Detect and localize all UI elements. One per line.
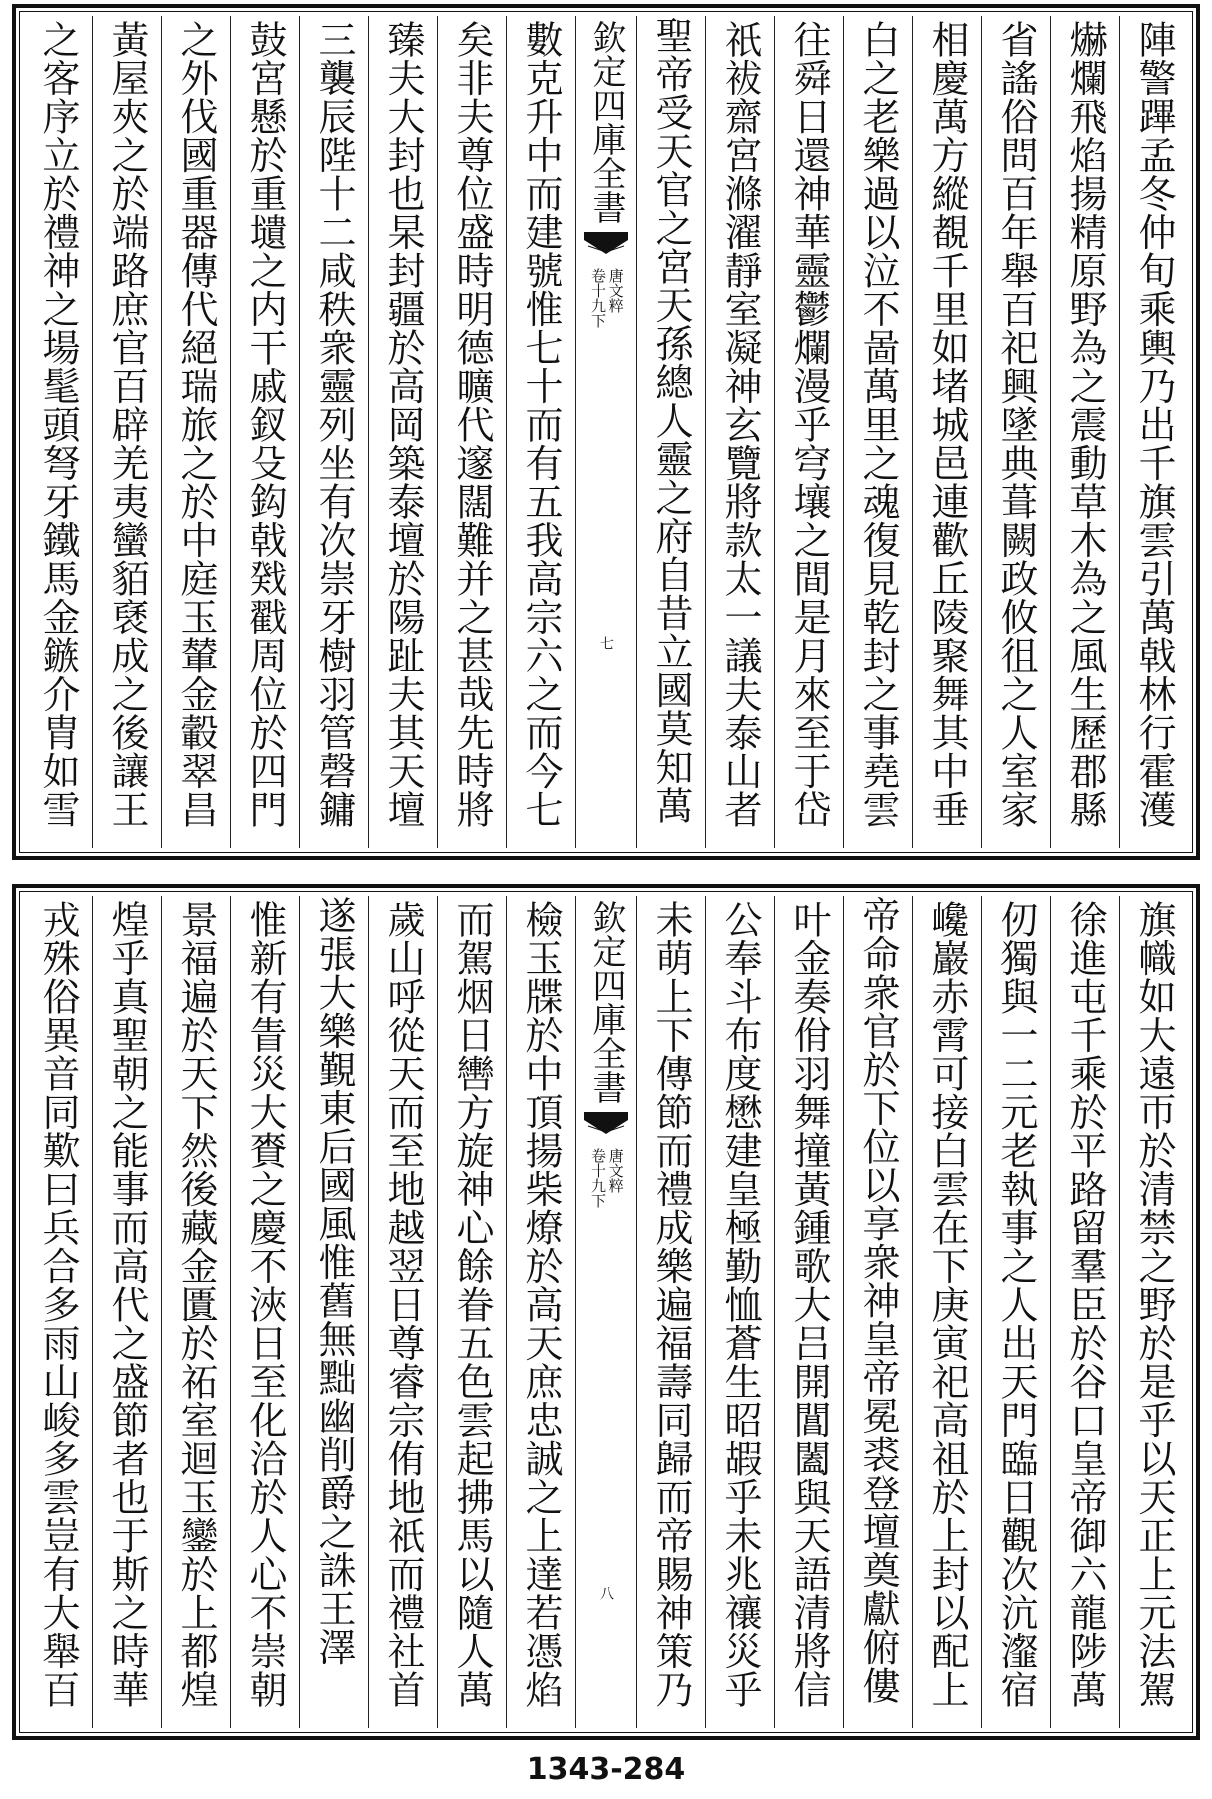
text-column: 仞獨與一二元老執事之人出天門臨日觀次沆瀣宿 <box>981 896 1050 1728</box>
text-column: 相慶萬方縱覩千里如堵城邑連歡丘陵聚舞其中垂 <box>912 16 981 848</box>
text-column: 煌乎真聖朝之能事而高代之盛節者也于斯之時華 <box>92 896 161 1728</box>
fold-page-number: 七 <box>598 636 614 650</box>
text-column: 三襲辰陛十二咸秩衆靈列坐有次崇牙樹羽管磬鏞 <box>299 16 368 848</box>
text-column: 往舜日還神華靈鬱爛漫乎穹壤之間是月來至于岱 <box>774 16 843 848</box>
text-column: 之外伐國重器傳代絕瑞旅之於中庭玉輦金轂翠昌 <box>161 16 230 848</box>
text-column: 景福遍於天下然後藏金匱於祏室迴玉鑾於上都煌 <box>161 896 230 1728</box>
fold-column <box>575 896 636 1728</box>
text-column: 聖帝受天官之宮天孫總人靈之府自昔立國莫知萬 <box>636 16 705 848</box>
fold-column <box>575 16 636 848</box>
text-column: 鼓宮懸於重壝之内干戚釵殳鈎戟戣戳周位於四門 <box>230 16 299 848</box>
fold-title: 欽定四庫全書 <box>586 20 626 224</box>
text-column: 徐進屯千乘於平路留羣臣於谷口皇帝御六龍陟萬 <box>1050 896 1119 1728</box>
text-column: 祇袚齋宮滌濯靜室凝神玄覽將款太一議夫泰山者 <box>705 16 774 848</box>
text-column: 公奉斗布度懋建皇極勤恤蒼生昭嘏乎未兆禳災乎 <box>705 896 774 1728</box>
text-column: 省謠俗問百年舉百祀興墜典葺闕政攸徂之人室家 <box>981 16 1050 848</box>
text-column: 爀爛飛焰揚精原野為之震動草木為之風生歷郡縣 <box>1050 16 1119 848</box>
text-column: 巉巖赤霄可接白雲在下庚寅祀高祖於上封以配上 <box>912 896 981 1728</box>
fold-collection-title: 唐文粹 <box>606 1148 625 1193</box>
fish-tail-ornament-icon <box>584 232 628 254</box>
text-column: 矣非夫尊位盛時明德曠代邃闊難并之甚哉先時將 <box>437 16 506 848</box>
fold-collection-title: 唐文粹 <box>606 268 625 313</box>
page-bottom <box>12 884 1200 1740</box>
text-column: 而駕烟日轡方旋神心餘眷五色雲起拂馬以隨人萬 <box>437 896 506 1728</box>
text-column: 歲山呼從天而至地越翌日尊睿宗侑地祇而禮社首 <box>368 896 437 1728</box>
text-column: 遂張大樂覲東后國風惟舊無黜幽削爵之誅王澤 <box>299 896 368 1728</box>
text-column: 黃屋夾之於端路庶官百辟羌夷蠻貊褎成之後讓王 <box>92 16 161 848</box>
fold-subtitle <box>589 268 623 328</box>
text-column: 帝命衆官於下位以享衆神皇帝冕裘登壇奠獻俯僂 <box>843 896 912 1728</box>
page-top-columns <box>24 16 1188 848</box>
fold-volume: 卷十九下 <box>589 1148 607 1208</box>
text-column: 旗幟如大遠帀於清禁之野於是乎以天正上元法駕 <box>1119 896 1188 1728</box>
fold-title: 欽定四庫全書 <box>586 900 626 1104</box>
fold-volume: 卷十九下 <box>589 268 607 328</box>
fold-subtitle <box>589 1148 623 1208</box>
fold-page-number: 八 <box>598 1586 614 1600</box>
text-column: 惟新有眚災大賚之慶不浹日至化洽於人心不崇朝 <box>230 896 299 1728</box>
fish-tail-ornament-icon <box>584 1112 628 1134</box>
text-column: 陣警蹕孟冬仲旬乘輿乃出千旗雲引萬戟林行霍濩 <box>1119 16 1188 848</box>
page-bottom-columns <box>24 896 1188 1728</box>
page-top <box>12 4 1200 860</box>
text-column: 戎殊俗異音同歎曰兵合多雨山峻多雲豈有大舉百 <box>36 900 80 1709</box>
text-column: 白之老樂過以泣不啚萬里之魂復見乾封之事堯雲 <box>843 16 912 848</box>
text-column: 之客序立於禮神之場髦頭弩牙鐵馬金鏃介胄如雪 <box>36 20 80 829</box>
text-column: 臻夫大封也杲封疆於高岡築泰壇於陽趾夫其天壇 <box>368 16 437 848</box>
text-column: 檢玉牒於中頂揚柴燎於高天庶忠誠之上達若憑焰 <box>506 896 575 1728</box>
page-number: 1343-284 <box>526 1752 686 1787</box>
text-column: 數克升中而建號惟七十而有五我高宗六之而今七 <box>506 16 575 848</box>
text-column: 未萌上下傳節而禮成樂遍福壽同歸而帝賜神策乃 <box>636 896 705 1728</box>
text-column: 叶金奏佾羽舞撞黃鍾歌大吕開閶闔與天語清將信 <box>774 896 843 1728</box>
